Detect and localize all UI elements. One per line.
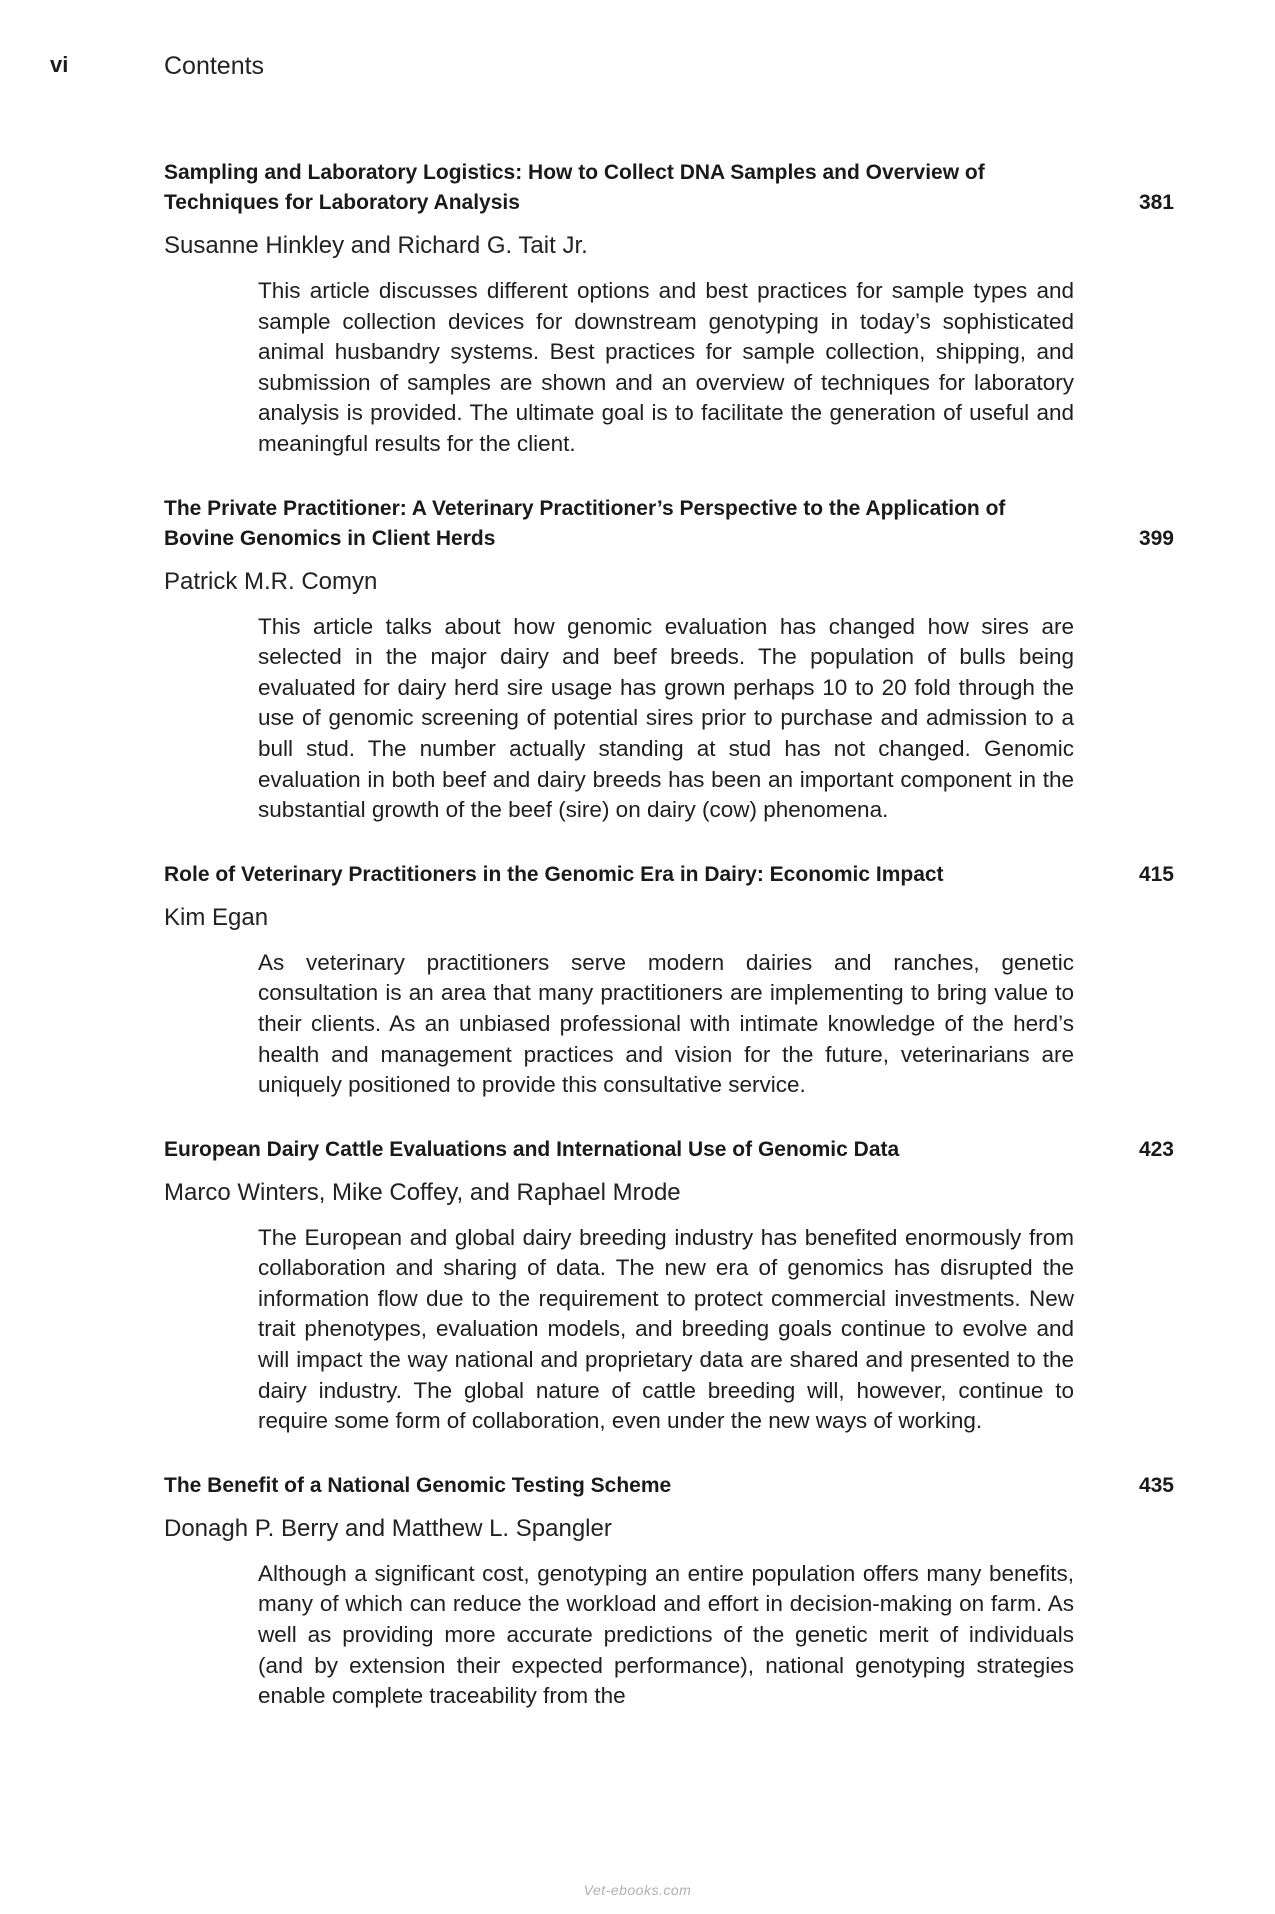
entry-authors: Patrick M.R. Comyn	[164, 567, 378, 595]
entry-authors: Kim Egan	[164, 903, 269, 931]
entry-authors: Susanne Hinkley and Richard G. Tait Jr.	[164, 232, 588, 259]
entry-abstract: As veterinary practitioners serve modern dairies and ranches, genetic consultation is an area that many practitioners are implementing to bring value to their clients. As an unbiased professional with intimate knowledge of the herd’s health and management practices and vision for the future, veterinarians are uniquely positioned to provide this consultative service.	[258, 949, 1074, 1098]
toc-entry	[164, 494, 1174, 826]
entry-authors: Donagh P. Berry and Matthew L. Spangler	[164, 1514, 612, 1542]
table-of-contents	[164, 158, 1174, 1746]
page-folio: vi	[50, 52, 69, 77]
entry-title[interactable]: The Private Practitioner: A Veterinary Practitioner’s Perspective to the Application of Bovine Genomics in Client Herds	[164, 496, 1006, 550]
entry-title[interactable]: European Dairy Cattle Evaluations and International Use of Genomic Data	[164, 1137, 900, 1161]
entry-page-number[interactable]: 415	[1138, 862, 1174, 886]
toc-entry	[164, 1135, 1174, 1437]
entry-abstract: This article talks about how genomic evaluation has changed how sires are selected in the major dairy and beef breeds. The population of bulls being evaluated for dairy herd sire usage has grown perhaps 10 to 20 fold through the use of genomic screening of potential sires prior to purchase and admission to a bull stud. The number actually standing at stud has not changed. Genomic evaluation in both beef and dairy breeds has been an important component in the substantial growth of the beef (sire) on dairy (cow) phenomena.	[258, 613, 1074, 823]
entry-authors: Marco Winters, Mike Coffey, and Raphael Mrode	[164, 1178, 681, 1206]
entry-title[interactable]: Sampling and Laboratory Logistics: How to Collect DNA Samples and Overview of Techniques for Laboratory Analysis	[164, 161, 985, 214]
entry-page-number[interactable]: 423	[1138, 1137, 1174, 1161]
entry-page-number[interactable]: 399	[1138, 526, 1174, 550]
watermark-logo: Vet-ebooks.com	[583, 1882, 692, 1898]
entry-title[interactable]: Role of Veterinary Practitioners in the Genomic Era in Dairy: Economic Impact	[164, 862, 944, 886]
entry-title[interactable]: The Benefit of a National Genomic Testing Scheme	[164, 1473, 672, 1497]
toc-entry	[164, 158, 1174, 460]
entry-page-number[interactable]: 435	[1138, 1473, 1174, 1497]
toc-entry	[164, 1471, 1174, 1712]
toc-entry	[164, 860, 1174, 1101]
entry-page-number[interactable]: 381	[1138, 191, 1174, 214]
entry-abstract: This article discusses different options and best practices for sample types and sample collection devices for downstream genotyping in today’s sophisticated animal husbandry systems. Best practices for sample collection, shipping, and submission of samples are shown and an overview of techniques for laboratory analysis is provided. The ultimate goal is to facilitate the generation of useful and meaningful results for the client.	[258, 278, 1074, 456]
running-head	[50, 52, 1225, 84]
running-title: Contents	[164, 52, 265, 80]
entry-abstract: The European and global dairy breeding industry has benefited enormously from collaboration and sharing of data. The new era of genomics has disrupted the information flow due to the requirement to protect commercial investments. New trait phenotypes, evaluation models, and breeding goals continue to evolve and will impact the way national and proprietary data are shared and presented to the dairy industry. The global nature of cattle breeding will, however, continue to require some form of collaboration, even under the new ways of working.	[258, 1224, 1074, 1434]
entry-abstract: Although a significant cost, genotyping an entire population offers many benefits, many of which can reduce the workload and effort in decision-making on farm. As well as providing more accurate predictions of the genetic merit of individuals (and by extension their expected performance), national genotyping strategies enable complete traceability from the	[258, 1560, 1074, 1709]
